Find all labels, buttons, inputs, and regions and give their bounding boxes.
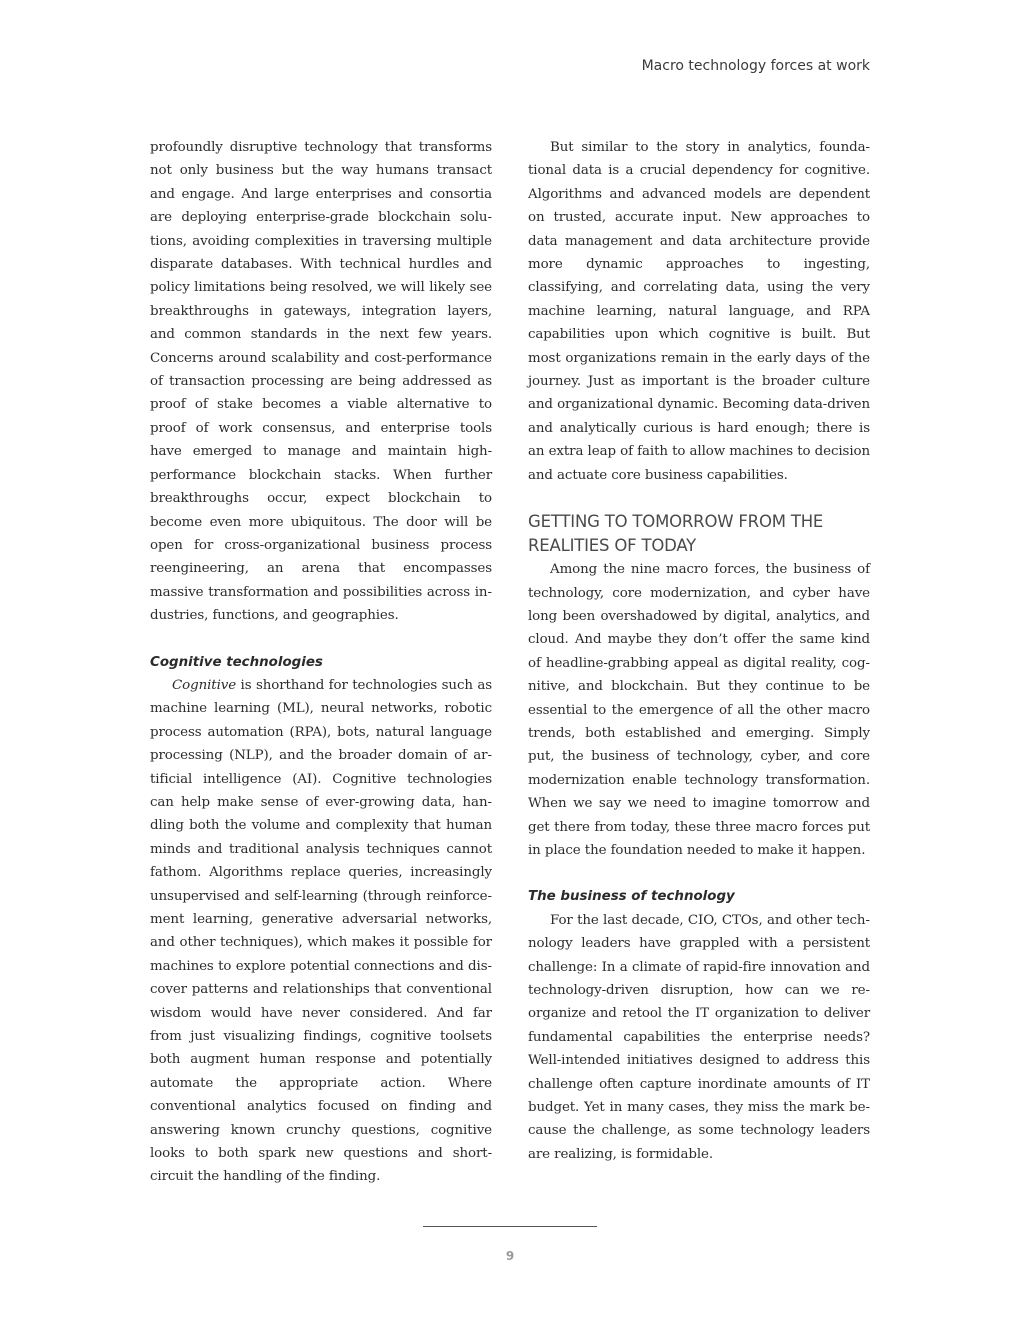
cognitive-paragraph xyxy=(150,674,492,1189)
body-paragraph: profoundly disruptive technology that transforms not only business but the way humans transact and engage. And large enterprises and consortia are deploying enterprise-grade blockchain solutions, avoiding complexities in traversing multiple disparate databases. With technical hurdles and policy limitations being resolved, we will likely see breakthroughs in gateways, integration layers, and common standards in the next few years. Concerns around scalability and cost-performance of transaction processing are being addressed as proof of stake becomes a viable alternative to proof of work consensus, and enterprise tools have emerged to manage and maintain high-performance blockchain stacks. When further breakthroughs occur, expect blockchain to become even more ubiquitous. The door will be open for cross-organizational business process reengineering, an arena that encompasses massive transformation and possibilities across industries, functions, and geographies. xyxy=(150,140,492,624)
body-paragraph: Among the nine macro forces, the business of technology, core modernization, and cyber have long been overshadowed by digital, analytics, and cloud. And maybe they don’t offer the same kind of headline-grabbing appeal as digital reality, cognitive, and blockchain. But they continue to be essential to the emergence of all the other macro trends, both established and emerging. Simply put, the business of technology, cyber, and core modernization enable technology transformation. When we say we need to imagine tomorrow and get there from today, these three macro forces put in place the foundation needed to make it happen. xyxy=(528,562,870,858)
cognitive-term: Cognitive xyxy=(172,677,237,693)
body-paragraph: But similar to the story in analytics, foundational data is a crucial dependency for cognitive. Algorithms and advanced models are dependent on trusted, accurate input. New approaches to data management and data architecture provide more dynamic approaches to ingesting, classifying, and correlating data, using the very machine learning, natural language, and RPA capabilities upon which cognitive is built. But most organizations remain in the early days of the journey. Just as important is the broader culture and organizational dynamic. Becoming data-driven and analytically curious is hard enough; there is an extra leap of faith to allow machines to decision and actuate core business capabilities. xyxy=(528,140,870,483)
paragraph-spacer xyxy=(150,628,492,651)
left-column xyxy=(150,136,492,1189)
cognitive-body: is shorthand for technologies such as machine learning (ML), neural networks, robotic process automation (RPA), bots, natural language processing (NLP), and the broader domain of artificial intelligence (AI). Cognitive technologies can help make sense of ever-growing data, handling both the volume and complexity that human minds and traditional analysis techniques cannot fathom. Algorithms replace queries, increasingly unsupervised and self-learning (through reinforcement learning, generative adversarial networks, and other techniques), which makes it possible for machines to explore potential connections and discover patterns and relationships that conventional wisdom would have never considered. And far from just visualizing findings, cognitive toolsets both augment human response and potentially automate the appropriate action. Where conventional analytics focused on finding and answering known crunchy questions, cognitive looks to both spark new questions and short-circuit the handling of the finding. xyxy=(150,677,492,1185)
paragraph-spacer xyxy=(528,487,870,510)
page-number: 9 xyxy=(505,1249,515,1263)
cognitive-technologies-heading: Cognitive technologies xyxy=(150,654,323,670)
paragraph-spacer xyxy=(528,862,870,885)
body-paragraph: For the last decade, CIO, CTOs, and other technology leaders have grappled with a persistent challenge: In a climate of rapid-fire innovation and technology-driven disruption, how can we reorganize and retool the IT organization to deliver fundamental capabilities the enterprise needs? Well-intended initiatives designed to address this challenge often capture inordinate amounts of IT budget. Yet in many cases, they miss the mark because the challenge, as some technology leaders are realizing, is formidable. xyxy=(528,912,870,1162)
right-column xyxy=(528,136,870,1166)
business-of-technology-heading: The business of technology xyxy=(528,889,735,905)
section-title: GETTING TO TOMORROW FROM THE REALITIES OF TODAY xyxy=(528,512,824,556)
footer-divider xyxy=(423,1226,597,1227)
running-header: Macro technology forces at work xyxy=(641,58,870,74)
